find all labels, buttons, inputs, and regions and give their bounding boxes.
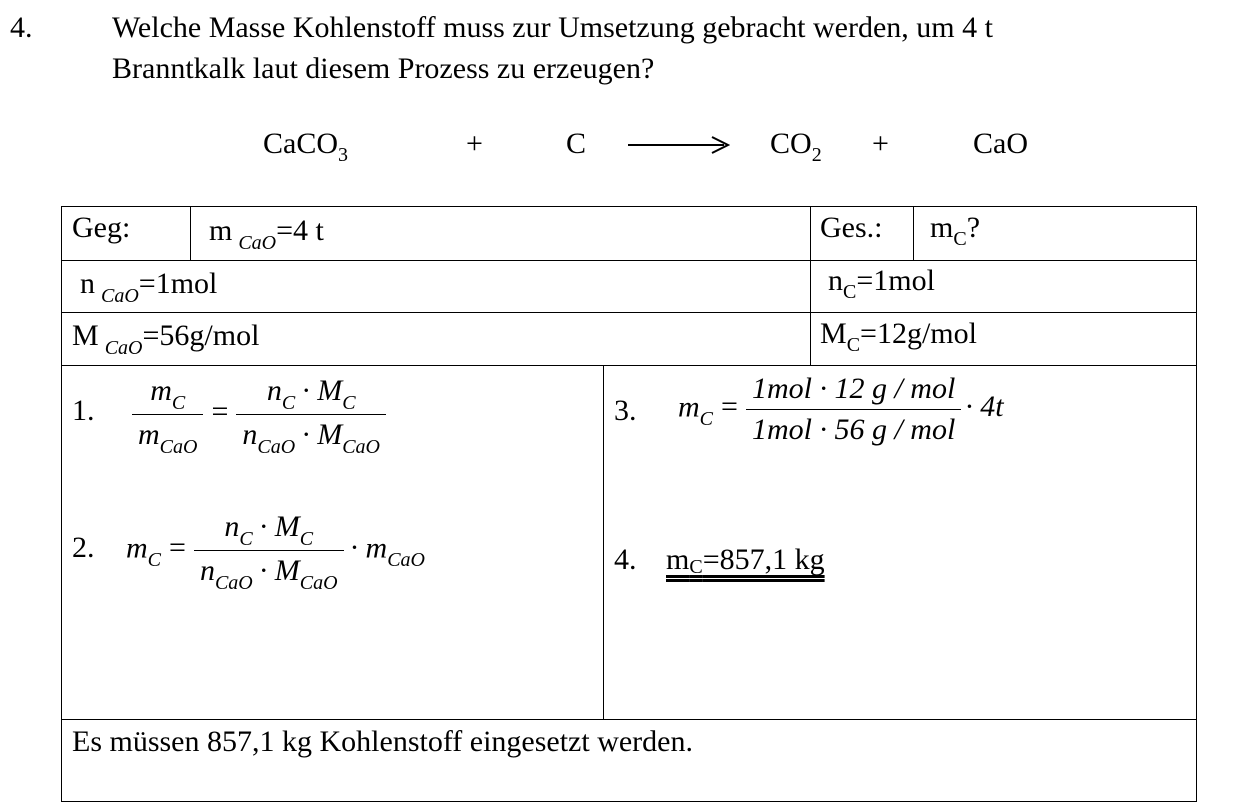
question-text-line2: Branntkalk laut diesem Prozess zu erzeugen?	[112, 52, 655, 85]
M: M	[274, 554, 300, 587]
row-divider	[62, 260, 1196, 261]
product-co2-sub: 2	[811, 144, 822, 166]
geg-label: Geg:	[72, 211, 131, 244]
n: n	[242, 418, 258, 451]
n: n	[224, 510, 240, 543]
given-n-c	[828, 263, 935, 302]
subscript-c: C	[846, 334, 861, 356]
given-M-cao	[72, 318, 259, 357]
plus-sign-2: +	[872, 127, 889, 160]
sub-c: C	[699, 408, 714, 431]
symbol-n: n	[828, 264, 843, 297]
product-cao: CaO	[973, 127, 1028, 160]
symbol-n: n	[80, 267, 95, 300]
symbol-m: m	[930, 211, 954, 244]
n: n	[199, 554, 215, 587]
m: m	[150, 374, 172, 407]
value: =1mol	[856, 264, 935, 297]
subscript-cao: CaO	[101, 285, 139, 307]
subscript-c: C	[953, 228, 967, 250]
reactant-c: C	[566, 127, 587, 160]
dot: ·	[258, 510, 269, 543]
dot: ·	[349, 531, 360, 565]
m: m	[138, 418, 160, 451]
subscript-cao: CaO	[104, 337, 143, 359]
step-1-number: 1.	[72, 394, 95, 427]
dot: ·	[258, 554, 269, 587]
m: m	[666, 543, 690, 576]
sought-mass-c	[930, 210, 980, 249]
step-3-number: 3.	[614, 394, 637, 427]
factor: · 4t	[965, 390, 1004, 424]
product-co2	[770, 127, 822, 166]
n: n	[266, 374, 282, 407]
col-divider	[603, 365, 604, 719]
value: =12g/mol	[860, 317, 977, 350]
sub-c: C	[147, 549, 162, 572]
value: =4 t	[276, 214, 324, 247]
question-number: 4.	[10, 11, 33, 44]
symbol-M: M	[820, 317, 847, 350]
fraction	[746, 371, 961, 448]
dot: ·	[301, 374, 312, 407]
row-divider	[62, 365, 1196, 366]
sub-c: C	[342, 392, 356, 414]
step-2-number: 2.	[72, 531, 95, 564]
step-1-formula	[132, 373, 386, 456]
row-divider	[62, 312, 1196, 313]
equals: =	[211, 395, 229, 429]
fraction	[236, 373, 386, 456]
step-2-formula	[126, 509, 425, 592]
value: =1mol	[138, 267, 218, 300]
sub-c: C	[171, 392, 186, 414]
solution-table	[61, 206, 1197, 802]
row-divider	[62, 719, 1196, 720]
sub-c: C	[239, 528, 253, 550]
reactant-caco3-base: CaCO	[263, 127, 338, 160]
subscript-c: C	[689, 556, 703, 578]
sub-cao: CaO	[159, 436, 198, 458]
M: M	[317, 418, 343, 451]
value: =857,1 kg	[702, 543, 825, 576]
m: m	[678, 390, 700, 424]
M: M	[317, 374, 343, 407]
subscript-cao: CaO	[238, 232, 277, 254]
given-M-c	[820, 316, 977, 355]
reactant-caco3	[263, 127, 348, 166]
question-text-line1: Welche Masse Kohlenstoff muss zur Umsetzung gebracht werden, um 4 t	[112, 11, 993, 44]
plus-sign-1: +	[466, 127, 483, 160]
sub-cao: CaO	[214, 572, 253, 594]
question-mark: ?	[966, 211, 981, 244]
col-divider	[810, 207, 811, 365]
symbol-m: m	[209, 214, 233, 247]
given-n-cao	[80, 266, 217, 305]
numerator	[144, 373, 191, 414]
fraction	[132, 373, 203, 456]
subscript-c: C	[843, 281, 857, 303]
equals: =	[169, 531, 186, 565]
reaction-arrow-icon	[628, 133, 730, 157]
sub-cao: CaO	[257, 436, 296, 458]
m: m	[365, 531, 388, 565]
sub-c: C	[299, 528, 314, 550]
value: =56g/mol	[142, 319, 260, 352]
product-co2-base: CO	[770, 127, 812, 160]
sub-cao: CaO	[342, 436, 380, 458]
col-divider	[913, 207, 914, 260]
numerator	[218, 509, 319, 550]
given-mass-cao	[209, 213, 324, 252]
ges-label: Ges.:	[820, 211, 883, 244]
symbol-M: M	[72, 319, 99, 352]
dot: ·	[301, 418, 312, 451]
step-3-formula	[678, 371, 1004, 448]
denominator: 1mol · 56 g / mol	[746, 409, 961, 448]
numerator	[261, 373, 362, 414]
step-4-result	[666, 542, 825, 581]
equals: =	[721, 390, 738, 424]
m: m	[126, 531, 148, 565]
M: M	[274, 510, 300, 543]
sub-c: C	[281, 392, 296, 414]
denominator	[194, 550, 344, 592]
col-divider	[190, 207, 191, 260]
numerator: 1mol · 12 g / mol	[751, 372, 956, 405]
reactant-caco3-sub: 3	[338, 144, 348, 166]
denominator	[132, 414, 203, 456]
sub-cao: CaO	[387, 549, 425, 572]
sub-cao: CaO	[299, 572, 338, 594]
fraction	[194, 509, 344, 592]
denominator	[236, 414, 386, 456]
answer-sentence: Es müssen 857,1 kg Kohlenstoff eingesetzt werden.	[72, 725, 693, 758]
step-4-number: 4.	[614, 543, 637, 576]
